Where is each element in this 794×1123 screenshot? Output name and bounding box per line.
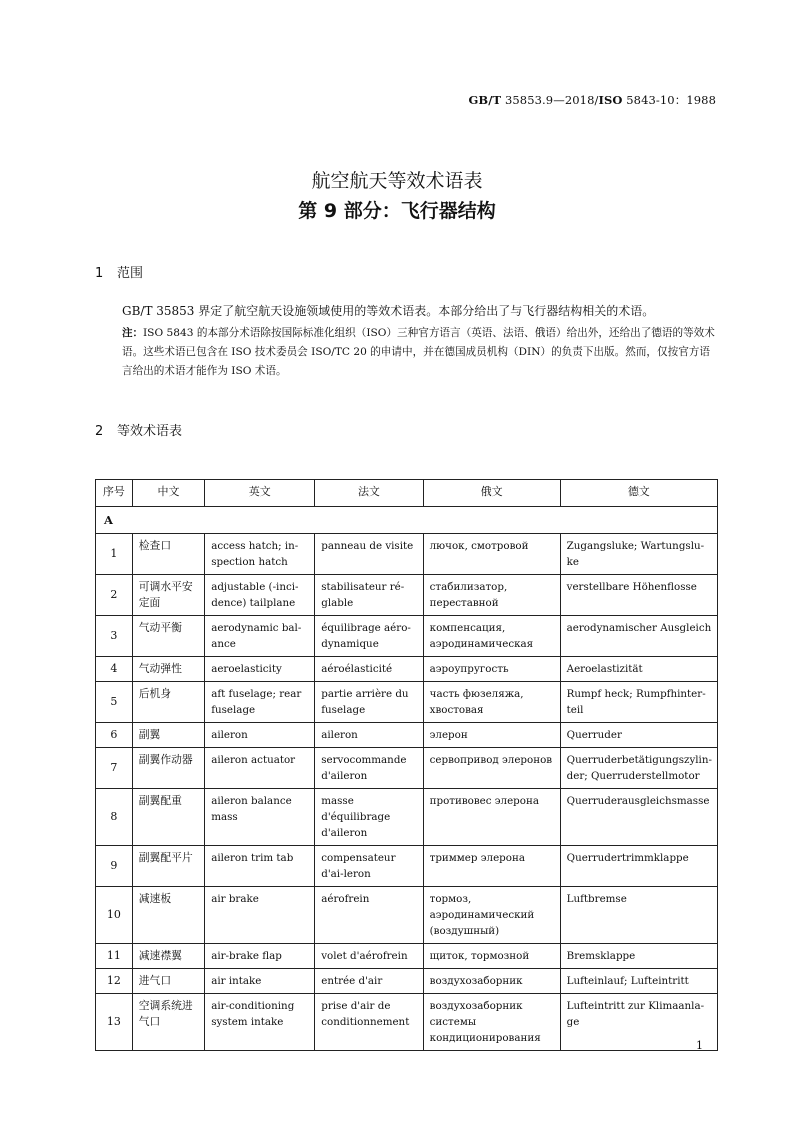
term-de: Zugangsluke; Wartungslu-ke (560, 534, 717, 575)
term-ru: тормоз, аэродинамический (воздушный) (423, 887, 560, 944)
row-index: 13 (96, 994, 133, 1051)
column-header: 德文 (560, 480, 717, 507)
term-fr: aéroélasticité (315, 657, 423, 682)
term-zh: 气动弹性 (132, 657, 204, 682)
term-fr: aérofrein (315, 887, 423, 944)
scope-paragraph: GB/T 35853 界定了航空航天设施领域使用的等效术语表。本部分给出了与飞行器结构相关的术语。 (122, 304, 655, 318)
term-en: adjustable (-inci-dence) tailplane (205, 575, 315, 616)
note-text: ISO 5843 的本部分术语除按国际标准化组织（ISO）三种官方语言（英语、法语、俄语）给出外，还给出了德语的等效术语。这些术语已包含在 ISO 技术委员会 ISO/TC 20 的申请中，并在德国成员机构（DIN）的负责下出版。然而，仅按官方语言给出的术语才能作为 ISO 术语。 (122, 327, 715, 377)
section-title: 范围 (117, 266, 144, 281)
term-fr: volet d'aérofrein (315, 944, 423, 969)
table-header-row (96, 480, 718, 507)
term-en: aft fuselage; rear fuselage (205, 682, 315, 723)
column-header: 英文 (205, 480, 315, 507)
term-de: Lufteintritt zur Klimaanla-ge (560, 994, 717, 1051)
row-index: 4 (96, 657, 133, 682)
term-en: aileron trim tab (205, 846, 315, 887)
group-letter: A (96, 507, 718, 534)
row-index: 11 (96, 944, 133, 969)
term-en: air intake (205, 969, 315, 994)
term-fr: compensateur d'ai-leron (315, 846, 423, 887)
document-subtitle: 第 9 部分：飞行器结构 (298, 200, 496, 222)
term-fr: masse d'équilibrage d'aileron (315, 789, 423, 846)
term-en: air brake (205, 887, 315, 944)
term-ru: компенсация, аэродинамическая (423, 616, 560, 657)
term-en: aileron balance mass (205, 789, 315, 846)
standard-number-header: GB/T 35853.9—2018/ISO 5843-10：1988 (468, 93, 716, 107)
term-zh: 进气口 (132, 969, 204, 994)
term-en: air-brake flap (205, 944, 315, 969)
row-index: 5 (96, 682, 133, 723)
column-header: 法文 (315, 480, 423, 507)
row-index: 9 (96, 846, 133, 887)
term-fr: stabilisateur ré-glable (315, 575, 423, 616)
table-row (96, 748, 718, 789)
term-de: Bremsklappe (560, 944, 717, 969)
term-zh: 检查口 (132, 534, 204, 575)
term-de: Querruder (560, 723, 717, 748)
term-fr: entrée d'air (315, 969, 423, 994)
table-row (96, 534, 718, 575)
term-ru: триммер элерона (423, 846, 560, 887)
term-de: Querruderausgleichsmasse (560, 789, 717, 846)
table-row (96, 969, 718, 994)
row-index: 12 (96, 969, 133, 994)
term-fr: servocommande d'aileron (315, 748, 423, 789)
term-fr: prise d'air de conditionnement (315, 994, 423, 1051)
term-ru: лючок, смотровой (423, 534, 560, 575)
note-block (122, 324, 720, 381)
column-header: 俄文 (423, 480, 560, 507)
table-row (96, 789, 718, 846)
term-ru: сервопривод элеронов (423, 748, 560, 789)
table-row (96, 944, 718, 969)
table-row (96, 723, 718, 748)
term-de: Rumpf heck; Rumpfhinter-teil (560, 682, 717, 723)
term-fr: partie arrière du fuselage (315, 682, 423, 723)
section-2-heading (95, 420, 182, 439)
table-row (96, 616, 718, 657)
term-zh: 气动平衡 (132, 616, 204, 657)
term-zh: 可调水平安定面 (132, 575, 204, 616)
page-number: 1 (696, 1039, 703, 1052)
term-de: Querruderbetätigungszylin-der; Querruderstellmotor (560, 748, 717, 789)
row-index: 2 (96, 575, 133, 616)
term-zh: 副翼作动器 (132, 748, 204, 789)
table-row (96, 657, 718, 682)
term-fr: équilibrage aéro-dynamique (315, 616, 423, 657)
table-row (96, 994, 718, 1051)
term-fr: panneau de visite (315, 534, 423, 575)
term-zh: 后机身 (132, 682, 204, 723)
term-en: air-conditioning system intake (205, 994, 315, 1051)
term-zh: 副翼配重 (132, 789, 204, 846)
term-de: Lufteinlauf; Lufteintritt (560, 969, 717, 994)
table-row (96, 682, 718, 723)
term-ru: аэроупругость (423, 657, 560, 682)
term-ru: воздухозаборник системы кондиционирования (423, 994, 560, 1051)
row-index: 7 (96, 748, 133, 789)
term-zh: 减速襟翼 (132, 944, 204, 969)
term-de: Querrudertrimmklappe (560, 846, 717, 887)
group-letter-row (96, 507, 718, 534)
term-fr: aileron (315, 723, 423, 748)
table-row (96, 846, 718, 887)
section-number: 1 (95, 266, 104, 281)
section-number: 2 (95, 424, 104, 439)
term-en: aileron (205, 723, 315, 748)
section-title: 等效术语表 (117, 424, 183, 439)
row-index: 6 (96, 723, 133, 748)
term-zh: 空调系统进气口 (132, 994, 204, 1051)
note-label: 注： (122, 327, 143, 339)
term-zh: 副翼 (132, 723, 204, 748)
terms-table (95, 479, 718, 1051)
term-en: aeroelasticity (205, 657, 315, 682)
term-ru: стабилизатор, переставной (423, 575, 560, 616)
term-en: aerodynamic bal-ance (205, 616, 315, 657)
term-zh: 减速板 (132, 887, 204, 944)
term-en: aileron actuator (205, 748, 315, 789)
column-header: 中文 (132, 480, 204, 507)
term-zh: 副翼配平片 (132, 846, 204, 887)
row-index: 3 (96, 616, 133, 657)
term-ru: элерон (423, 723, 560, 748)
term-de: aerodynamischer Ausgleich (560, 616, 717, 657)
term-ru: часть фюзеляжа, хвостовая (423, 682, 560, 723)
term-de: Aeroelastizität (560, 657, 717, 682)
column-header: 序号 (96, 480, 133, 507)
row-index: 10 (96, 887, 133, 944)
table-row (96, 887, 718, 944)
term-en: access hatch; in-spection hatch (205, 534, 315, 575)
document-title: 航空航天等效术语表 (311, 170, 483, 192)
row-index: 1 (96, 534, 133, 575)
term-ru: щиток, тормозной (423, 944, 560, 969)
term-de: Luftbremse (560, 887, 717, 944)
term-ru: противовес элерона (423, 789, 560, 846)
term-de: verstellbare Höhenflosse (560, 575, 717, 616)
table-row (96, 575, 718, 616)
row-index: 8 (96, 789, 133, 846)
term-ru: воздухозаборник (423, 969, 560, 994)
section-1-heading (95, 262, 143, 281)
